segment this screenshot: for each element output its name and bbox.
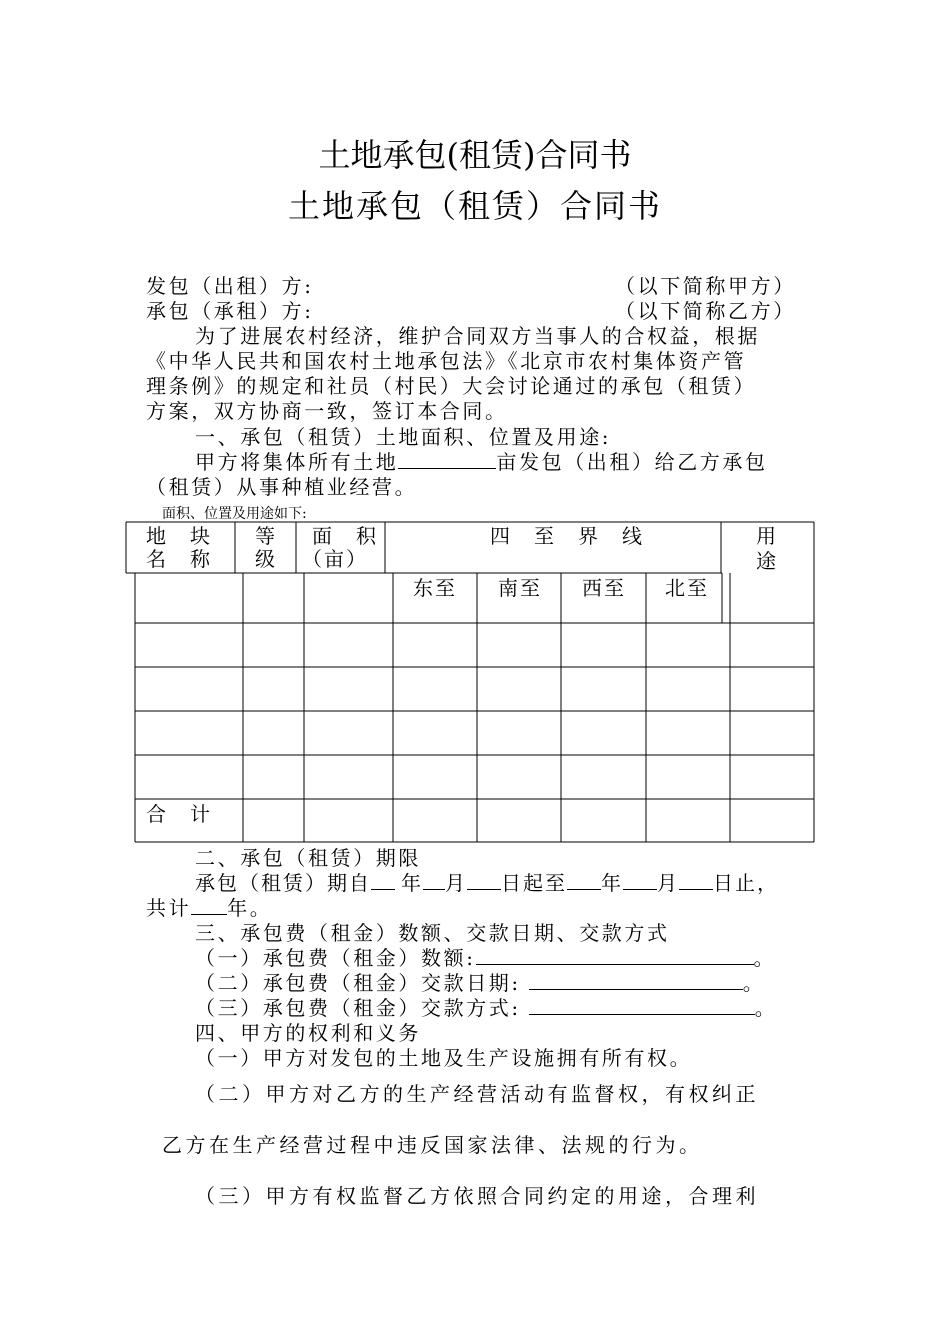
fee-amount-line [195,946,776,970]
month-label: 月 [445,871,467,895]
document-title: 土地承包(租赁)合同书 [318,136,632,174]
year-label-2: 年 [601,871,623,895]
start-day-blank[interactable] [467,871,501,890]
col-grade-2: 级 [255,547,277,571]
party-b-label: 承包（承租）方: [146,299,314,323]
fee-method-line [195,996,777,1020]
fee-amount-blank[interactable] [476,946,754,965]
intro-line-3: 理条例》的规定和社员（村民）大会讨论通过的承包（租赁） [146,374,757,398]
document-subtitle: 土地承包（租赁）合同书 [287,187,662,225]
end-day-blank[interactable] [679,871,713,890]
col-use-1: 用 [756,524,778,548]
start-month-blank[interactable] [423,871,445,890]
party-a-abbr: （以下简称甲方） [615,274,796,298]
col-south: 南至 [498,576,542,600]
section-4-item-3-line-1: （三）甲方有权监督乙方依照合同约定的用途，合理利 [195,1184,759,1208]
row-total-label: 合 计 [146,802,212,826]
month-label-2: 月 [657,871,679,895]
section-4-item-2-line-1: （二）甲方对乙方的生产经营活动有监督权，有权纠正 [195,1082,759,1106]
term-line-1 [195,871,779,895]
intro-line-1: 为了进展农村经济，维护合同双方当事人的合权益，根据 [195,324,760,348]
term-line-2 [146,896,272,920]
fee-date-line [195,971,765,995]
col-area-2: （亩） [302,547,368,571]
total-years-label: 共计 [146,896,192,920]
col-use-2: 途 [756,549,778,573]
year-label: 年 [401,871,423,895]
section-1-line-1-pre: 甲方将集体所有土地 [195,450,399,474]
end-month-blank[interactable] [623,871,657,890]
col-east: 东至 [413,576,457,600]
fee-date-blank[interactable] [529,971,743,990]
section-3-heading: 三、承包费（租金）数额、交款日期、交款方式 [195,921,670,945]
fee-method-label: （三）承包费（租金）交款方式: [195,996,521,1020]
fee-date-end: 。 [742,971,766,995]
fee-method-blank[interactable] [529,996,755,1015]
col-west: 西至 [582,576,626,600]
col-plot-name-2: 名 称 [146,547,212,571]
start-year-blank[interactable] [371,871,395,890]
fee-method-end: 。 [754,996,778,1020]
intro-line-2: 《中华人民共和国农村土地承包法》《北京市农村集体资产管 [146,349,747,373]
section-2-heading: 二、承包（租赁）期限 [195,846,421,870]
fee-amount-label: （一）承包费（租金）数额: [195,946,476,970]
party-a-label: 发包（出租）方: [146,274,314,298]
section-1-line-1-post: 亩发包（出租）给乙方承包 [496,450,768,474]
fee-date-label: （二）承包费（租金）交款日期: [195,971,521,995]
total-years-blank[interactable] [191,896,227,915]
col-boundary: 四 至 界 线 [490,524,644,548]
years-suffix: 年。 [227,896,273,920]
section-4-heading: 四、甲方的权利和义务 [195,1021,421,1045]
end-year-blank[interactable] [567,871,601,890]
col-grade-1: 等 [255,524,277,548]
term-to-label: 日起至 [501,871,567,895]
party-b-abbr: （以下简称乙方） [615,299,796,323]
col-area-1: 面 积 [312,524,378,548]
table-caption: 面积、位置及用途如下: [162,506,307,522]
intro-line-4: 方案，双方协商一致，签订本合同。 [146,399,508,423]
section-4-item-2-line-2: 乙方在生产经营过程中违反国家法律、法规的行为。 [162,1133,703,1157]
term-end-label: 日止， [713,871,779,895]
term-start-label: 承包（租赁）期自 [195,871,371,895]
section-1-line-2: （租赁）从事种植业经营。 [146,475,418,499]
fee-amount-end: 。 [753,946,777,970]
section-4-item-1: （一）甲方对发包的土地及生产设施拥有所有权。 [195,1046,693,1070]
col-plot-name-1: 地 块 [146,524,212,548]
col-north: 北至 [665,576,709,600]
section-1-heading: 一、承包（租赁）土地面积、位置及用途: [195,425,612,449]
